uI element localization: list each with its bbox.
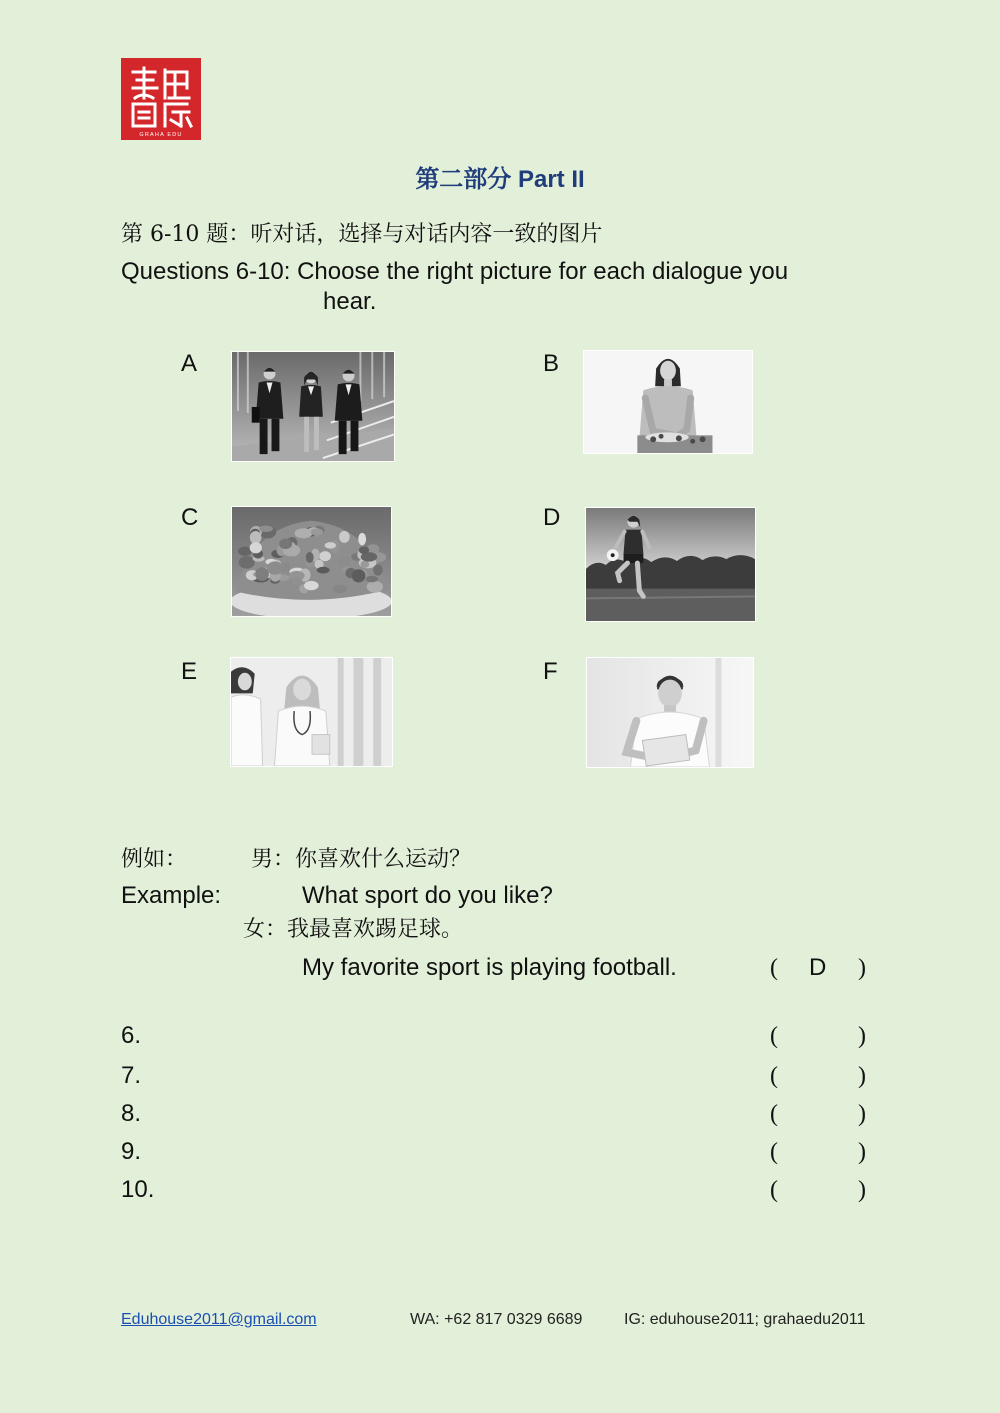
question-number-6: 6. bbox=[121, 1022, 142, 1049]
photo-woman-cooking bbox=[583, 350, 753, 454]
example-male-line-chinese: 男：你喜欢什么运动？ bbox=[251, 847, 472, 872]
answer-blank-open-8: ( bbox=[770, 1101, 778, 1127]
example-female-line-chinese: 女：我最喜欢踢足球。 bbox=[243, 917, 464, 942]
instructions-english-line1: Questions 6-10: Choose the right picture for each dialogue you bbox=[121, 258, 789, 285]
photo-plate-of-food bbox=[231, 506, 392, 617]
question-number-9: 9. bbox=[121, 1138, 142, 1165]
logo-text: GRAHA EDU bbox=[139, 132, 183, 138]
answer-blank-open-7: ( bbox=[770, 1063, 778, 1089]
answer-blank-open-6: ( bbox=[770, 1023, 778, 1049]
picture-label-d: D bbox=[543, 504, 561, 531]
question-number-8: 8. bbox=[121, 1100, 142, 1127]
instructions-chinese: 第 6-10 题：听对话，选择与对话内容一致的图片 bbox=[121, 222, 603, 247]
answer-blank-close-7: ) bbox=[858, 1063, 866, 1089]
example-answer-close-paren: ) bbox=[858, 955, 866, 981]
example-female-line-english: My favorite sport is playing football. bbox=[302, 954, 677, 981]
example-label-chinese: 例如： bbox=[121, 847, 188, 872]
photo-man-reading-letter bbox=[586, 657, 754, 768]
answer-blank-close-9: ) bbox=[858, 1139, 866, 1165]
answer-blank-close-6: ) bbox=[858, 1023, 866, 1049]
picture-label-a: A bbox=[181, 350, 198, 377]
photo-soccer-player bbox=[585, 507, 756, 622]
example-male-line-english: What sport do you like? bbox=[302, 882, 553, 909]
photo-doctors-in-hospital bbox=[230, 657, 393, 767]
picture-label-c: C bbox=[181, 504, 199, 531]
answer-blank-close-8: ) bbox=[858, 1101, 866, 1127]
photo-business-people-walking bbox=[231, 351, 395, 462]
graha-edu-logo bbox=[121, 58, 201, 140]
picture-label-b: B bbox=[543, 350, 560, 377]
footer-email bbox=[121, 1310, 317, 1330]
example-label-english: Example: bbox=[121, 882, 222, 909]
answer-blank-close-10: ) bbox=[858, 1177, 866, 1203]
instructions-english-line2: hear. bbox=[323, 288, 377, 315]
footer-whatsapp: WA: +62 817 0329 6689 bbox=[410, 1311, 583, 1328]
picture-label-e: E bbox=[181, 658, 198, 685]
footer-instagram: IG: eduhouse2011; grahaedu2011 bbox=[624, 1311, 866, 1328]
example-answer-open-paren: ( bbox=[770, 955, 778, 981]
example-answer: D bbox=[809, 954, 827, 981]
answer-blank-open-10: ( bbox=[770, 1177, 778, 1203]
section-title: 第二部分 Part II bbox=[415, 166, 585, 193]
question-number-10: 10. bbox=[121, 1176, 155, 1203]
answer-blank-open-9: ( bbox=[770, 1139, 778, 1165]
email-link[interactable]: Eduhouse2011@gmail.com bbox=[121, 1311, 317, 1328]
question-number-7: 7. bbox=[121, 1062, 142, 1089]
picture-label-f: F bbox=[543, 658, 558, 685]
